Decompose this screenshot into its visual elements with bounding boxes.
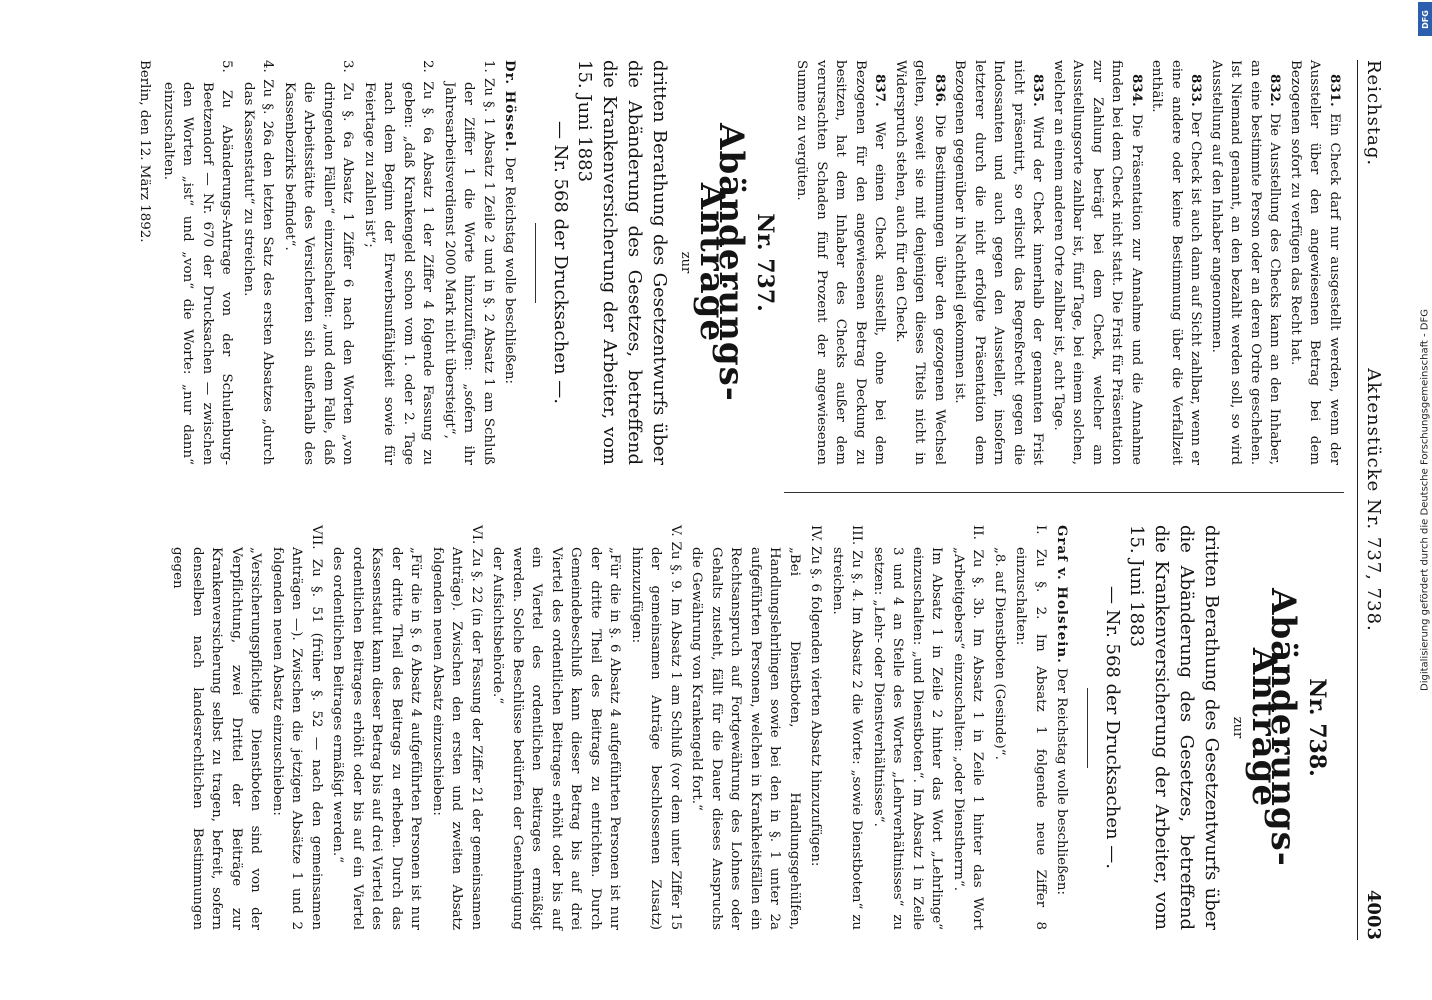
left-column xyxy=(134,60,1344,465)
doc-738-zur: zur xyxy=(1230,716,1246,739)
doc-737-title-block xyxy=(536,60,778,465)
motion-item: VI. Zu §. 22 (in der Fassung der Ziffer 21 der gemeinsamen Anträge). Zwischen den ersten und zweiten Absatz folgenden neuen Absatz einzuschieben: xyxy=(430,525,484,931)
document-page xyxy=(16,20,1416,980)
motion-item: 4. Zu §. 26a den letzten Satz des ersten Absatzes „durch das Kassenstatut“ zu streichen. xyxy=(241,60,276,465)
paragraph-834: 834. Die Präsentation zur Annahme und die Annahme finden bei dem Check nicht statt. Die Frist für Präsentation zur Zahlung beträgt bei dem Check, welcher am Ausstellungsorte zahlbar ist, fünf Tage, bei einem solchen, welcher an einem anderen Orte zahlbar ist, acht Tage. xyxy=(1051,60,1145,465)
paragraph-833: 833. Der Check ist auch dann auf Sicht zahlbar, wenn er eine andere oder keine Bestimmung über die Verfallzeit enthält. xyxy=(1149,60,1205,465)
motion-737-intro: Dr. Hössel. Der Reichstag wolle beschließen: xyxy=(502,60,519,385)
column-divider xyxy=(784,492,1344,493)
motion-item: 1. Zu §. 1 Absatz 1 Zeile 2 und in §. 2 Absatz 1 am Schluß der Ziffer 1 die Worte hinzuzufügen: „sofern ihr Jahresarbeitsverdienst 2000 Mark nicht übersteigt“, xyxy=(442,60,496,465)
motion-item: III. Zu §. 4. Im Absatz 2 die Worte: „sowie Dienstboten“ zu streichen. xyxy=(830,525,865,930)
paragraph-831: 831. Ein Check darf nur ausgestellt werden, wenn der Aussteller über den angewiesenen Betrag bei dem Bezogenen sofort zu verfügen das Recht hat. xyxy=(1288,60,1343,465)
dfg-logo-text: DFG xyxy=(1420,9,1430,29)
motion-item: IV. Zu §. 6 folgenden vierten Absatz hinzuzufügen: xyxy=(808,525,824,867)
mover-name: Dr. Hössel. xyxy=(502,60,519,153)
motion-item-quote: „Für die in §. 6 Absatz 4 aufgeführten Personen ist nur der dritte Theil des Beitrags zu entrichten. Durch Gemeindebeschluß kann dieser Betrag bis auf drei Viertel des ordentlichen Beitrages erhöht oder bis auf ein Viertel des ordentlichen Beitrages ermäßigt werden. Solche Beschlüsse bedürfen der Genehmigung der Aufsichtsbehörde.“ xyxy=(490,547,623,930)
motion-item: II. Zu §. 3b. Im Absatz 1 in Zeile 1 hinter das Wort „Arbeitgebers“ einzuschalten: „oder Dienstherrn“. xyxy=(951,525,986,930)
motion-item-quote: „8. auf Dienstboten (Gesinde)“. xyxy=(992,547,1007,760)
motion-item: I. Zu §. 2. Im Absatz 1 folgende neue Ziffer 8 einzuschalten: xyxy=(1013,525,1048,930)
doc-738-heading: Abänderungs-Anträge xyxy=(1244,588,1304,867)
paragraph-835: 835. Wird der Check innerhalb der genannten Frist nicht präsentirt, so erlischt das Regreßrecht gegen die Indossanten und auch gegen den Aussteller, insofern letzterer durch die nicht erfolgte Präsentation dem Bezogenen gegenüber in Nachtheil gekommen ist. xyxy=(952,60,1047,465)
doc-737-number: Nr. 737. xyxy=(752,213,778,312)
digitization-credit xyxy=(1418,20,1432,980)
dateline: Berlin, den 12. März 1892. xyxy=(137,60,153,243)
doc-737-heading: Abänderungs-Anträge xyxy=(692,123,752,402)
paragraph-832: 832. Die Ausstellung des Checks kann an den Inhaber, an eine bestimmte Person oder an deren Ordre geschehen. Ist Niemand genannt, an den bezahlt werden soll, so wird Ausstellung auf den Inhaber angenommen. xyxy=(1209,60,1284,465)
divider xyxy=(536,223,537,303)
running-head-title: Aktenstücke Nr. 737, 738. xyxy=(1363,368,1384,632)
mover-name: Graf v. Holstein. xyxy=(1054,525,1071,664)
page-number: 4003 xyxy=(1363,889,1384,940)
motion-item-quote: „Für die in §. 6 Absatz 4 aufgeführten Personen ist nur der dritte Theil des Beitrags zu erheben. Durch das Kassenstatut kann dieser Betrag bis auf drei Viertel des ordentlichen Beitrages erhöht oder bis auf ein Viertel des ordentlichen Beitrages ermäßigt werden.“ xyxy=(330,547,424,930)
divider xyxy=(1088,688,1089,768)
motion-item-quote: Im Absatz 1 in Zeile 2 hinter das Wort „Lehrlinge“ einzuschalten: „und Dienstboten“. Im Absatz 1 in Zeile 3 und 4 an Stelle des Wortes „Lehrverhältnisses“ zu setzen: „Lehr- oder Dienstverhältnisses“. xyxy=(871,547,945,930)
doc-738-subject: dritten Berathung des Gesetzentwurfs über die Abänderung des Gesetzes, betreffend die Krankenversicherung der Arbeiter, vom 15. Juni 1883 xyxy=(1126,525,1222,930)
digitization-credit-text: Digitalisierung gefördert durch die Deutsche Forschungsgemeinschaft - DFG xyxy=(1419,308,1431,692)
motion-item: V. Zu §. 9. Im Absatz 1 am Schluß (vor dem unter Ziffer 15 der gemeinsamen Anträge beschlossenen Zusatz) hinzuzufügen: xyxy=(629,525,683,930)
motion-item: 5. Zu Abänderungs-Antrage von der Schulenburg-Beetzendorf — Nr. 670 der Drucksachen — zwischen den Worten „ist“ und „von“ die Worte: „nur dann“ einzuschalten. xyxy=(161,60,235,465)
motion-738-intro: Graf v. Holstein. Der Reichstag wolle beschließen: xyxy=(1054,525,1071,896)
motion-item-quote: „Versicherungspflichtige Dienstboten sind von der Verpflichtung, zwei Drittel der Beiträge zur Krankenversicherung selbst zu tragen, befreit, sofern denselben nach landesrechtlichen Bestimmungen gegen xyxy=(170,547,264,930)
paragraph-836: 836. Die Bestimmungen über den gezogenen Wechsel gelten, soweit sie mit denjenigen dieses Titels nicht in Widerspruch stehen, auch für den Check. xyxy=(893,60,948,466)
motion-item: VII. Zu §. 51 (früher §. 52 — nach den gemeinsamen Anträgen —). Zwischen die jetzigen Absätze 1 und 2 folgenden neuen Absatz einzuschieben: xyxy=(270,525,324,930)
paragraph-837: 837. Wer einen Check ausstellt, ohne bei dem Bezogenen für den angewiesenen Betrag Deckung zu besitzen, hat dem Inhaber des Checks außer dem verursachten Schaden fünf Prozent der angewiesenen Summe zu vergüten. xyxy=(794,60,889,465)
motion-item: 3. Zu §. 6a Absatz 1 Ziffer 6 nach den Worten „von dringenden Fällen“ einzuschalten: „und dem Falle, daß die Arbeitsstätte des Versicherten sich außerhalb des Kassenbezirks befindet“. xyxy=(282,60,356,465)
running-head-left: Reichstag. xyxy=(1363,60,1384,167)
doc-738-drucksache: — Nr. 568 der Drucksachen —. xyxy=(1102,585,1123,870)
doc-738-number: Nr. 738. xyxy=(1304,678,1330,777)
doc-737-subject: dritten Berathung des Gesetzentwurfs über die Abänderung des Gesetzes, betreffend die Krankenversicherung der Arbeiter, vom 15. Juni 1883 xyxy=(574,60,670,465)
doc-738-title-block xyxy=(1088,525,1330,930)
right-column xyxy=(166,525,1344,930)
dfg-logo xyxy=(1418,2,1432,36)
doc-737-zur: zur xyxy=(678,251,694,274)
running-head xyxy=(1357,60,1386,940)
motion-item: 2. Zu §. 6a Absatz 1 der Ziffer 4 folgende Fassung zu geben: „daß Krankengeld schon vom 1. oder 2. Tage nach dem Beginn der Erwerbsunfähigkeit sowie für Feiertage zu zahlen ist“; xyxy=(362,60,436,465)
motion-item-quote: „Bei Dienstboten, Handlungsgehülfen, Handlungslehrlingen sowie bei den in §. 1 unter 2a aufgeführten Personen, welchen in Krankheitsfällen ein Rechtsanspruch auf Fortgewährung des Lohnes oder Gehalts zusteht, fällt für die Dauer dieses Anspruchs die Gewährung von Krankengeld fort.“ xyxy=(689,547,802,930)
doc-737-drucksache: — Nr. 568 der Drucksachen —. xyxy=(550,120,571,405)
